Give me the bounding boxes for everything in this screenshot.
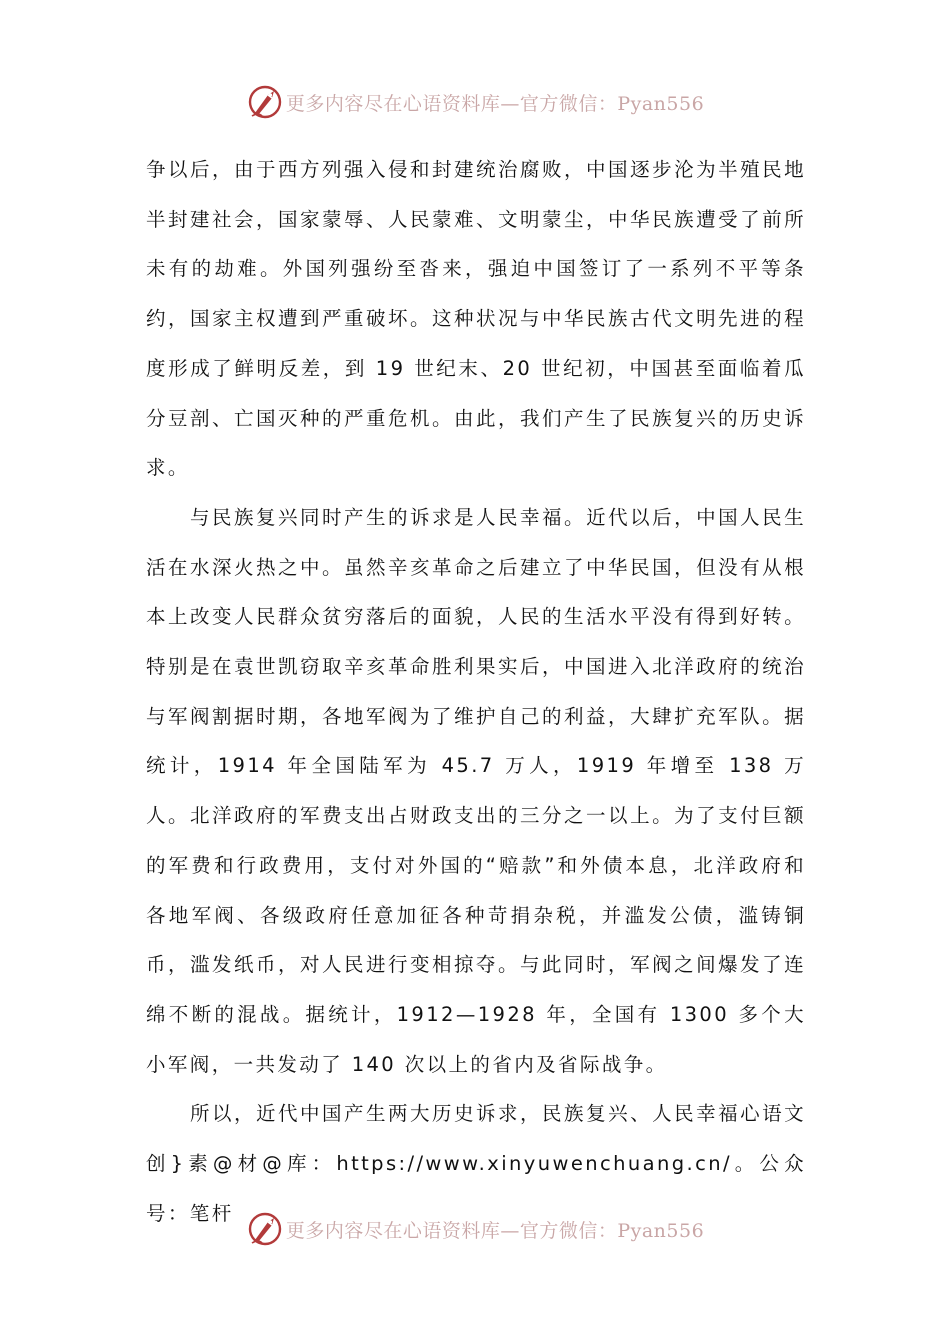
footer-banner-text: 更多内容尽在心语资料库—官方微信：Pyan556: [285, 1219, 705, 1242]
paragraph-2: 与民族复兴同时产生的诉求是人民幸福。近代以后，中国人民生活在水深火热之中。虽然辛亥革命之后建立了中华民国，但没有从根本上改变人民群众贫穷落后的面貌，人民的生活水平没有得到好转。特别是在袁世凯窃取辛亥革命胜利果实后，中国进入北洋政府的统治与军阀割据时期，各地军阀为了维护自己的利益，大肆扩充军队。据统计，1914 年全国陆军为 45.7 万人，1919 年增至 138 万人。北洋政府的军费支出占财政支出的三分之一以上。为了支付巨额的军费和行政费用，支付对外国的“赔款”和外债本息，北洋政府和各地军阀、各级政府任意加征各种苛捐杂税，并滥发公债，滥铸铜币，滥发纸币，对人民进行变相掠夺。与此同时，军阀之间爆发了连绵不断的混战。据统计，1912—1928 年，全国有 1300 多个大小军阀，一共发动了 140 次以上的省内及省际战争。: [146, 505, 806, 1076]
document-body: [146, 145, 806, 1238]
footer-banner: [0, 1209, 950, 1249]
paragraph-3: 所以，近代中国产生两大历史诉求，民族复兴、人民幸福心语文创}素@材@库：https://www.xinyuwenchuang.cn/。公众号：笔杆: [146, 1102, 806, 1225]
pen-nib-logo-icon: [246, 1210, 284, 1248]
pen-nib-logo-icon: [246, 83, 284, 121]
header-banner: [0, 82, 950, 122]
paragraph-1: 争以后，由于西方列强入侵和封建统治腐败，中国逐步沦为半殖民地半封建社会，国家蒙辱、人民蒙难、文明蒙尘，中华民族遭受了前所未有的劫难。外国列强纷至沓来，强迫中国签订了一系列不平等条约，国家主权遭到严重破坏。这种状况与中华民族古代文明先进的程度形成了鲜明反差，到 19 世纪末、20 世纪初，中国甚至面临着瓜分豆剖、亡国灭种的严重危机。由此，我们产生了民族复兴的历史诉求。: [146, 158, 806, 480]
header-banner-text: 更多内容尽在心语资料库—官方微信：Pyan556: [285, 92, 705, 115]
